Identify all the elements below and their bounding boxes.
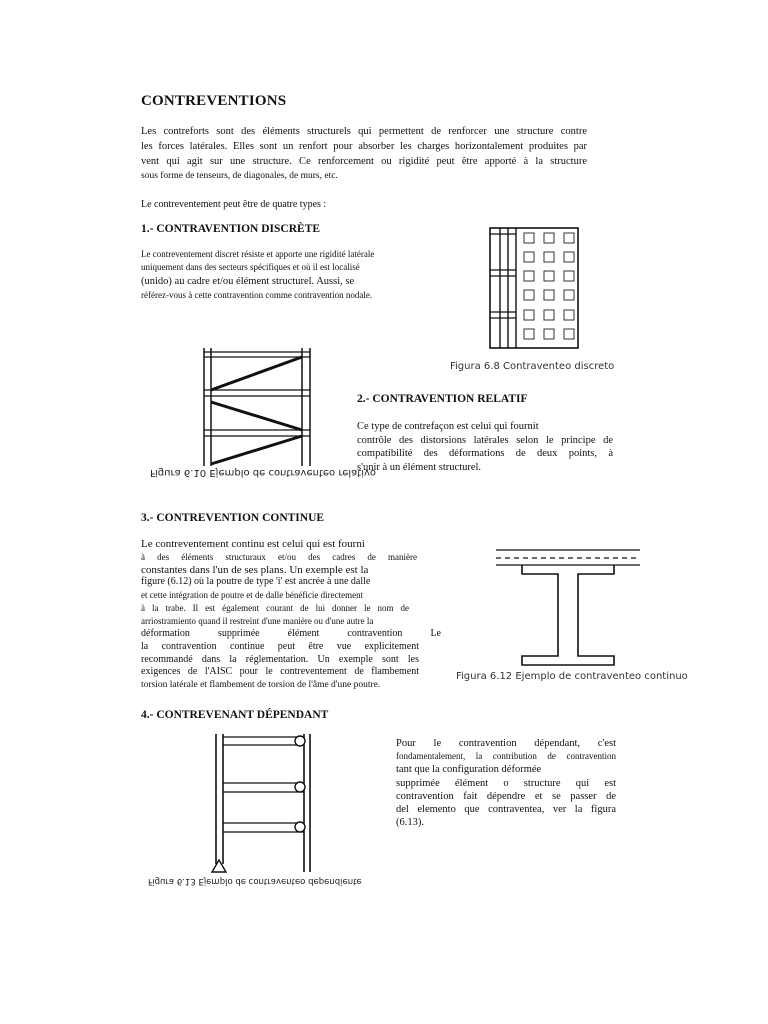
section-2-text: [357, 420, 613, 474]
intro-line: sous forme de tenseurs, de diagonales, de murs, etc.: [141, 171, 338, 181]
s4-line: (6.13).: [396, 817, 424, 829]
section-4-heading: 4.- CONTREVENANT DÉPENDANT: [141, 709, 329, 721]
figure-6-13-caption: Figura 6.13 Ejemplo de contraventeo dependiente: [148, 876, 362, 886]
s2-line: Ce type de contrefaçon est celui qui fournit: [357, 421, 539, 432]
s3-line: constantes dans l'un de ses plans. Un exemple est la: [141, 563, 369, 576]
s4-line: del elemento que contraventea, ver la figura: [396, 804, 616, 816]
s3-line: à la trabe. Il est également courant de lui donner le nom de: [141, 603, 409, 614]
s4-line: Pour le contravention dépendant, c'est: [396, 738, 616, 749]
intro-line: Les contreforts sont des éléments structurels qui permettent de renforcer une structure contre: [141, 126, 587, 137]
s1-line: Le contreventement discret résiste et apporte une rigidité latérale: [141, 249, 375, 259]
s3-line: exigences de l'AISC pour le contreventement de flambement: [141, 666, 419, 678]
s4-line: supprimée élément o structure qui est: [396, 777, 616, 789]
figure-discrete-bracing: [488, 224, 584, 354]
figure-continuous-bracing: [494, 548, 642, 670]
types-intro: Le contreventement peut être de quatre types :: [141, 199, 327, 210]
s3-line: déformation supprimée élément contravention Le: [141, 628, 441, 640]
section-1-text: [141, 248, 413, 302]
s3-line: à des éléments structuraux et/ou des cadres de manière: [141, 551, 417, 562]
figure-6-10-caption: Figura 6.10 Ejemplo de contraventeo relativo: [150, 467, 377, 478]
s3-line: recommandé dans la réglementation. Un exemple sont les: [141, 653, 419, 665]
figure-6-8-caption: Figura 6.8 Contraventeo discreto: [450, 361, 615, 372]
s3-line: Le contreventement continu est celui qui est fourni: [141, 538, 365, 550]
section-3-heading: 3.- CONTREVENTION CONTINUE: [141, 512, 325, 524]
s3-line: torsion latérale et flambement de torsion de l'âme d'une poutre.: [141, 679, 381, 690]
s4-line: fondamentalement, la contribution de contravention: [396, 751, 616, 762]
s2-line: s'unir à un élément structurel.: [357, 461, 482, 473]
s3-line: arriostramiento quand il restreint d'une manière ou d'une autre la: [141, 616, 374, 627]
s4-line: tant que la configuration déformée: [396, 764, 542, 776]
s1-line: référez-vous à cette contravention comme contravention nodale.: [141, 290, 373, 300]
intro-paragraph: [141, 124, 587, 184]
s3-line: la contravention continue peut être vue explicitement: [141, 640, 419, 652]
s1-line: (unido) au cadre et/ou élément structurel. Aussi, se: [141, 276, 355, 287]
s2-line: contrôle des distorsions latérales selon le principe de: [357, 434, 613, 446]
figure-6-12-caption: Figura 6.12 Ejemplo de contraventeo continuo: [456, 671, 688, 682]
figure-dependent-bracing: [210, 732, 320, 874]
figure-relative-bracing: [202, 346, 318, 468]
s4-line: contravention fait dépendre et se passer de: [396, 790, 616, 802]
page-title: CONTREVENTIONS: [141, 93, 287, 109]
s3-line: figure (6.12) où la poutre de type 'i' est ancrée à une dalle: [141, 576, 371, 588]
intro-line: les forces latérales. Elles sont un renfort pour absorber les charges horizontalement produites par: [141, 141, 587, 152]
intro-line: vent qui agit sur une structure. Ce renforcement ou rigidité peut être apporté à la structure: [141, 156, 587, 167]
s2-line: compatibilité des déformations de deux points, à: [357, 448, 613, 459]
section-1-heading: 1.- CONTRAVENTION DISCRÈTE: [141, 223, 321, 235]
section-4-text: [396, 737, 616, 830]
s3-line: et cette intégration de poutre et de dalle bénéficie directement: [141, 590, 364, 601]
s1-line: uniquement dans des secteurs spécifiques et où il est localisé: [141, 262, 360, 272]
section-2-heading: 2.- CONTRAVENTION RELATIF: [357, 393, 528, 405]
section-3-text: [141, 538, 441, 692]
